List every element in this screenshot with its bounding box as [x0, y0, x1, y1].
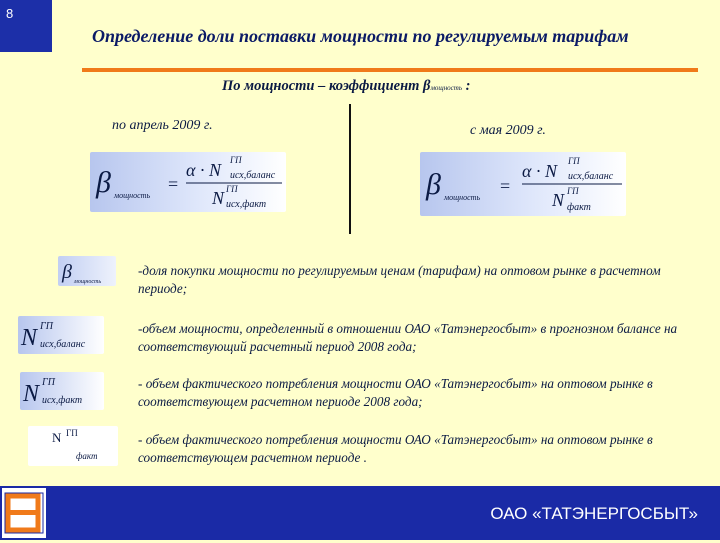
subtitle-end: :	[462, 78, 471, 94]
formula-until-april	[90, 152, 286, 212]
formula-right-den-sup: ГП	[567, 186, 579, 196]
formula-left-beta: β	[96, 166, 111, 199]
subtitle-main: По мощности – коэффициент β	[222, 78, 431, 94]
formula-right-beta: β	[426, 168, 441, 201]
definition-n-fact-current: - объем фактического потребления мощности ОАО «Татэнергосбыт» на оптовом рынке в соответствующем расчетном периоде .	[138, 432, 653, 465]
page-title: Определение доли поставки мощности по регулируемым тарифам	[92, 26, 629, 46]
symbol-n-balance-sup: ГП	[40, 321, 53, 332]
symbol-n-fact-current	[28, 426, 118, 466]
symbol-n-balance	[18, 316, 104, 354]
formula-left-den: N	[212, 188, 225, 208]
formula-from-may	[420, 152, 626, 216]
vertical-divider	[349, 104, 351, 234]
slide-number-box	[0, 0, 52, 52]
symbol-n-fact-main: N	[23, 381, 40, 407]
definition-n-fact: - объем фактического потребления мощности ОАО «Татэнергосбыт» на оптовом рынке в соответствующем расчетном периоде 2008 года;	[138, 376, 653, 409]
formula-right-num: α · N	[522, 161, 557, 181]
symbol-n-fact	[20, 372, 104, 410]
symbol-n-balance-sub: исх,баланс	[40, 339, 86, 350]
symbol-beta-main: β	[62, 261, 72, 283]
symbol-n-fact-current-main: N	[52, 430, 62, 445]
subtitle	[222, 78, 471, 95]
symbol-n-fact-current-sub: факт	[76, 451, 98, 461]
definition-n-balance: -объем мощности, определенный в отношении ОАО «Татэнергосбыт» в прогнозном балансе на соответствующий расчетный период 2008 года;	[138, 321, 678, 354]
symbol-beta	[58, 256, 116, 286]
formula-left-beta-sub: мощность	[114, 191, 151, 200]
formula-left-num: α · N	[186, 160, 221, 180]
formula-left-eq: =	[168, 174, 179, 194]
formula-right-num-sub: исх,баланс	[568, 171, 614, 182]
formula-left-num-sup: ГП	[230, 155, 242, 165]
symbol-n-balance-main: N	[21, 325, 38, 351]
symbol-n-fact-sup: ГП	[42, 377, 55, 388]
formula-right-den: N	[552, 190, 565, 210]
formula-left-den-sub: исх,факт	[226, 199, 267, 210]
company-name: ОАО «ТАТЭНЕРГОСБЫТ»	[490, 504, 698, 523]
logo-icon	[2, 488, 46, 538]
formula-right-den-sub: факт	[567, 202, 591, 213]
symbol-n-fact-current-sup: ГП	[66, 428, 78, 438]
formula-left-num-sub: исх,баланс	[230, 170, 276, 181]
symbol-n-fact-sub: исх,факт	[42, 395, 83, 406]
subtitle-subscript: мощность	[430, 84, 463, 92]
symbol-beta-sub: мощность	[74, 279, 102, 285]
formula-right-num-sup: ГП	[568, 156, 580, 166]
formula-right-eq: =	[500, 176, 511, 196]
company-logo	[2, 488, 46, 538]
title-underline	[82, 68, 698, 72]
period-right-label: с мая 2009 г.	[470, 123, 546, 138]
formula-right-beta-sub: мощность	[444, 193, 481, 202]
formula-left-den-sup: ГП	[226, 184, 238, 194]
period-left-label: по апрель 2009 г.	[112, 118, 213, 133]
definition-beta: -доля покупки мощности по регулируемым ценам (тарифам) на оптовом рынке в расчетном периоде;	[138, 263, 661, 296]
slide-number: 8	[6, 6, 14, 21]
